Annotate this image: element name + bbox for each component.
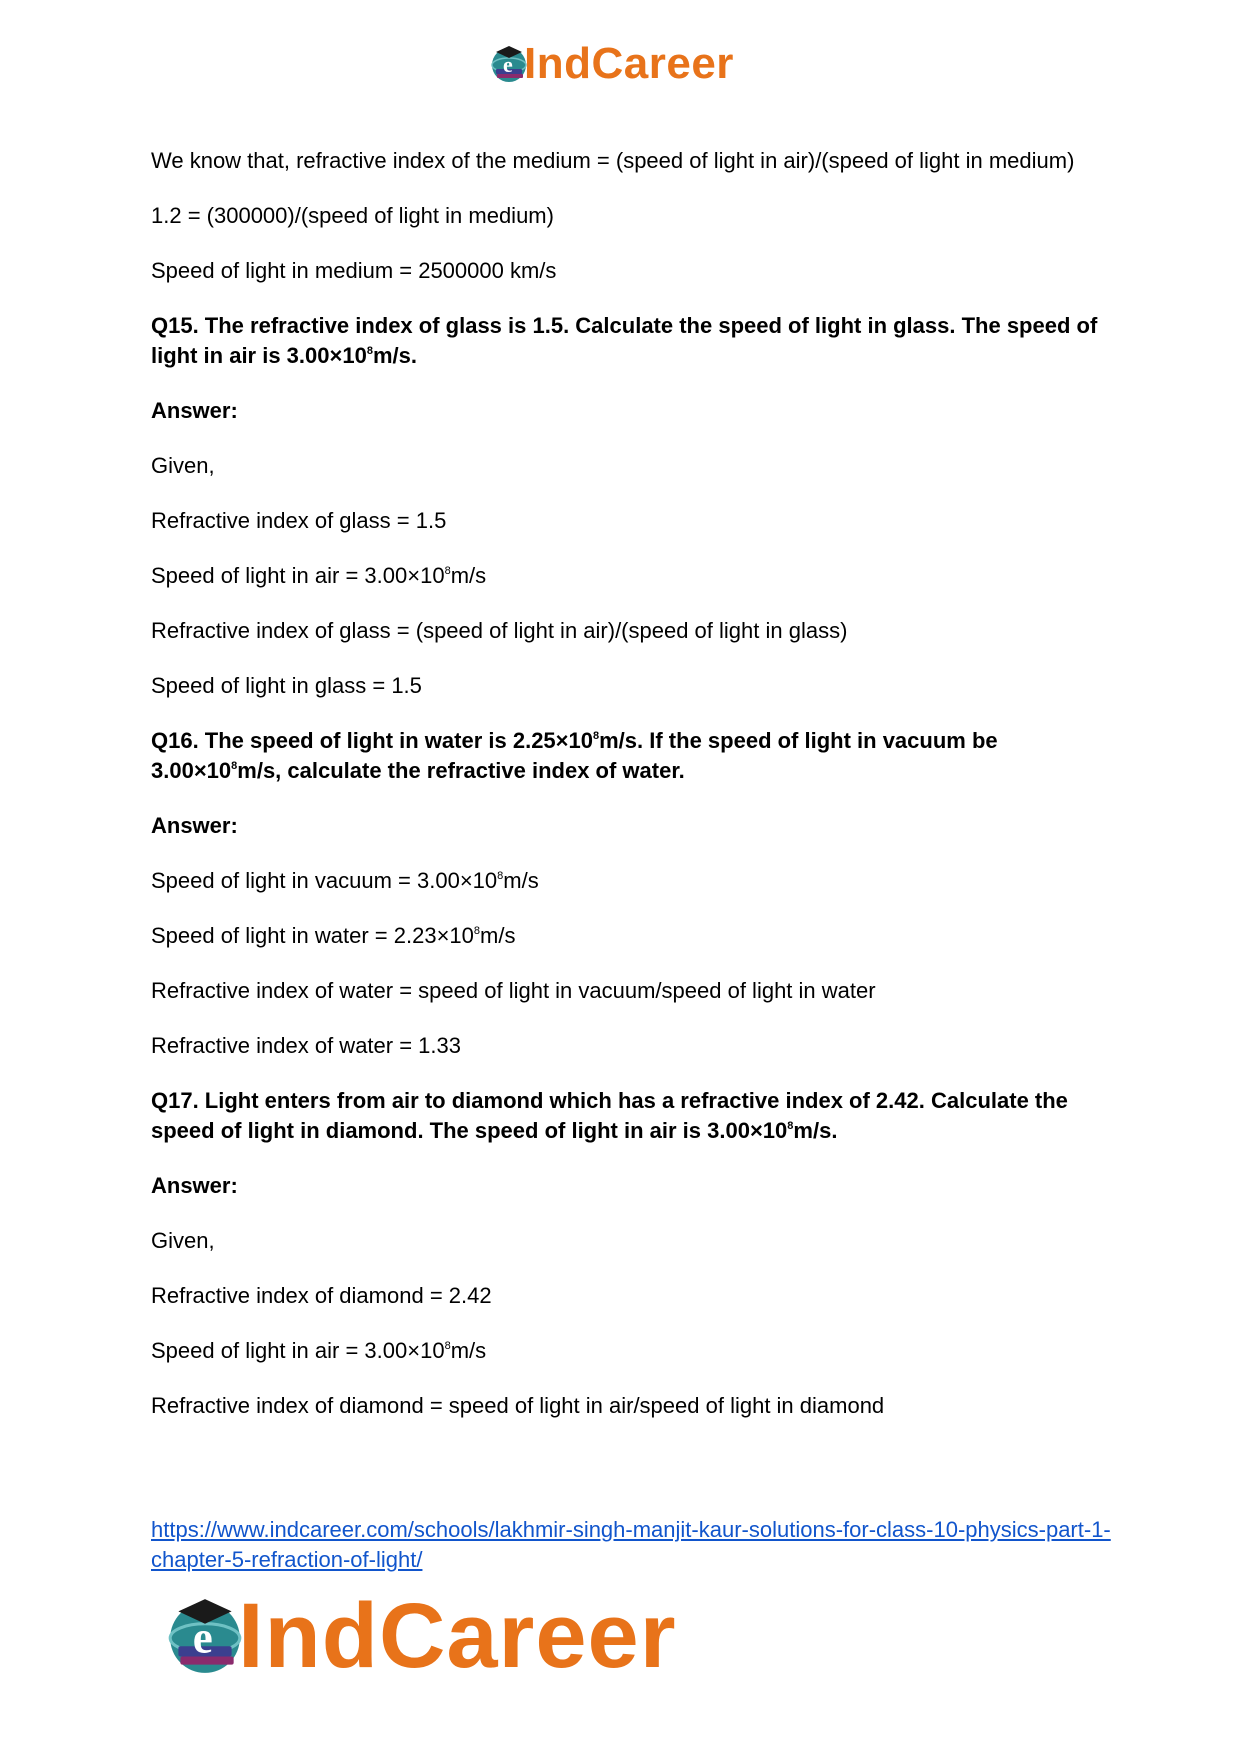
header-logo: [488, 39, 734, 88]
text-run: Refractive index of glass = (speed of light in air)/(speed of light in glass): [151, 618, 848, 643]
text-run: m/s.: [793, 1118, 838, 1143]
text-paragraph: [151, 1226, 1111, 1256]
text-paragraph: [151, 976, 1111, 1006]
question-paragraph: [151, 811, 1111, 841]
text-run: Answer:: [151, 813, 238, 838]
superscript-exponent: 8: [366, 344, 373, 357]
text-run: m/s: [450, 1338, 487, 1363]
question-paragraph: [151, 726, 1111, 786]
globe-book-icon: [162, 1593, 248, 1679]
text-run: m/s: [450, 563, 487, 588]
superscript-exponent: 8: [497, 869, 504, 882]
text-run: Speed of light in vacuum = 3.00×10: [151, 868, 498, 893]
question-paragraph: [151, 311, 1111, 371]
superscript-exponent: 8: [473, 924, 481, 937]
question-paragraph: [151, 1171, 1111, 1201]
text-paragraph: [151, 201, 1111, 231]
text-run: We know that, refractive index of the medium = (speed of light in air)/(speed of light in medium): [151, 148, 1075, 173]
text-run: Speed of light in glass = 1.5: [151, 673, 422, 698]
text-run: Speed of light in air = 3.00×10: [151, 563, 445, 588]
text-run: Q17. Light enters from air to diamond which has a refractive index of 2.42. Calculate the speed of light in diamond. The speed of light in air is 3.00×10: [151, 1088, 1068, 1143]
text-paragraph: [151, 561, 1111, 591]
text-run: Refractive index of water = 1.33: [151, 1033, 461, 1058]
text-run: Answer:: [151, 398, 238, 423]
text-run: Q16. The speed of light in water is 2.25×10: [151, 728, 593, 753]
text-paragraph: [151, 1281, 1111, 1311]
text-run: Speed of light in medium = 2500000 km/s: [151, 258, 557, 283]
document-body: [151, 146, 1111, 1446]
text-paragraph: [151, 616, 1111, 646]
superscript-exponent: 8: [787, 1119, 794, 1132]
header-logo-text: IndCareer: [524, 39, 734, 88]
text-run: Given,: [151, 1228, 215, 1253]
text-run: Speed of light in water = 2.23×10: [151, 923, 474, 948]
text-run: Given,: [151, 453, 215, 478]
superscript-exponent: 8: [231, 759, 238, 772]
text-paragraph: [151, 506, 1111, 536]
question-paragraph: [151, 1086, 1111, 1146]
text-run: Answer:: [151, 1173, 238, 1198]
text-paragraph: [151, 256, 1111, 286]
text-run: Refractive index of water = speed of light in vacuum/speed of light in water: [151, 978, 876, 1003]
text-run: Refractive index of diamond = speed of light in air/speed of light in diamond: [151, 1393, 885, 1418]
text-paragraph: [151, 866, 1111, 896]
text-paragraph: [151, 671, 1111, 701]
text-run: Q15. The refractive index of glass is 1.5. Calculate the speed of light in glass. The speed of light in air is 3.00×10: [151, 313, 1098, 368]
superscript-exponent: 8: [444, 564, 451, 577]
text-paragraph: [151, 1336, 1111, 1366]
question-paragraph: [151, 396, 1111, 426]
source-link[interactable]: https://www.indcareer.com/schools/lakhmir-singh-manjit-kaur-solutions-for-class-10-physics-part-1-chapter-5-refraction-of-light/: [151, 1517, 1111, 1572]
svg-text:e: e: [192, 1612, 213, 1663]
text-run: 1.2 = (300000)/(speed of light in medium): [151, 203, 554, 228]
footer-logo: [162, 1585, 677, 1687]
text-run: m/s. If the speed of light in vacuum be 3.00×10: [151, 728, 998, 783]
text-paragraph: [151, 921, 1111, 951]
footer-logo-text: IndCareer: [238, 1585, 677, 1687]
superscript-exponent: 8: [444, 1339, 451, 1352]
text-paragraph: [151, 146, 1111, 176]
text-run: m/s: [503, 868, 539, 893]
text-paragraph: [151, 1391, 1111, 1421]
text-run: Refractive index of glass = 1.5: [151, 508, 447, 533]
text-run: Refractive index of diamond = 2.42: [151, 1283, 492, 1308]
text-run: m/s, calculate the refractive index of water.: [237, 758, 685, 783]
superscript-exponent: 8: [593, 729, 600, 742]
text-run: m/s.: [372, 343, 417, 368]
text-run: m/s: [480, 923, 516, 948]
svg-text:e: e: [503, 52, 513, 77]
text-paragraph: [151, 1031, 1111, 1061]
text-run: Speed of light in air = 3.00×10: [151, 1338, 445, 1363]
text-paragraph: [151, 451, 1111, 481]
